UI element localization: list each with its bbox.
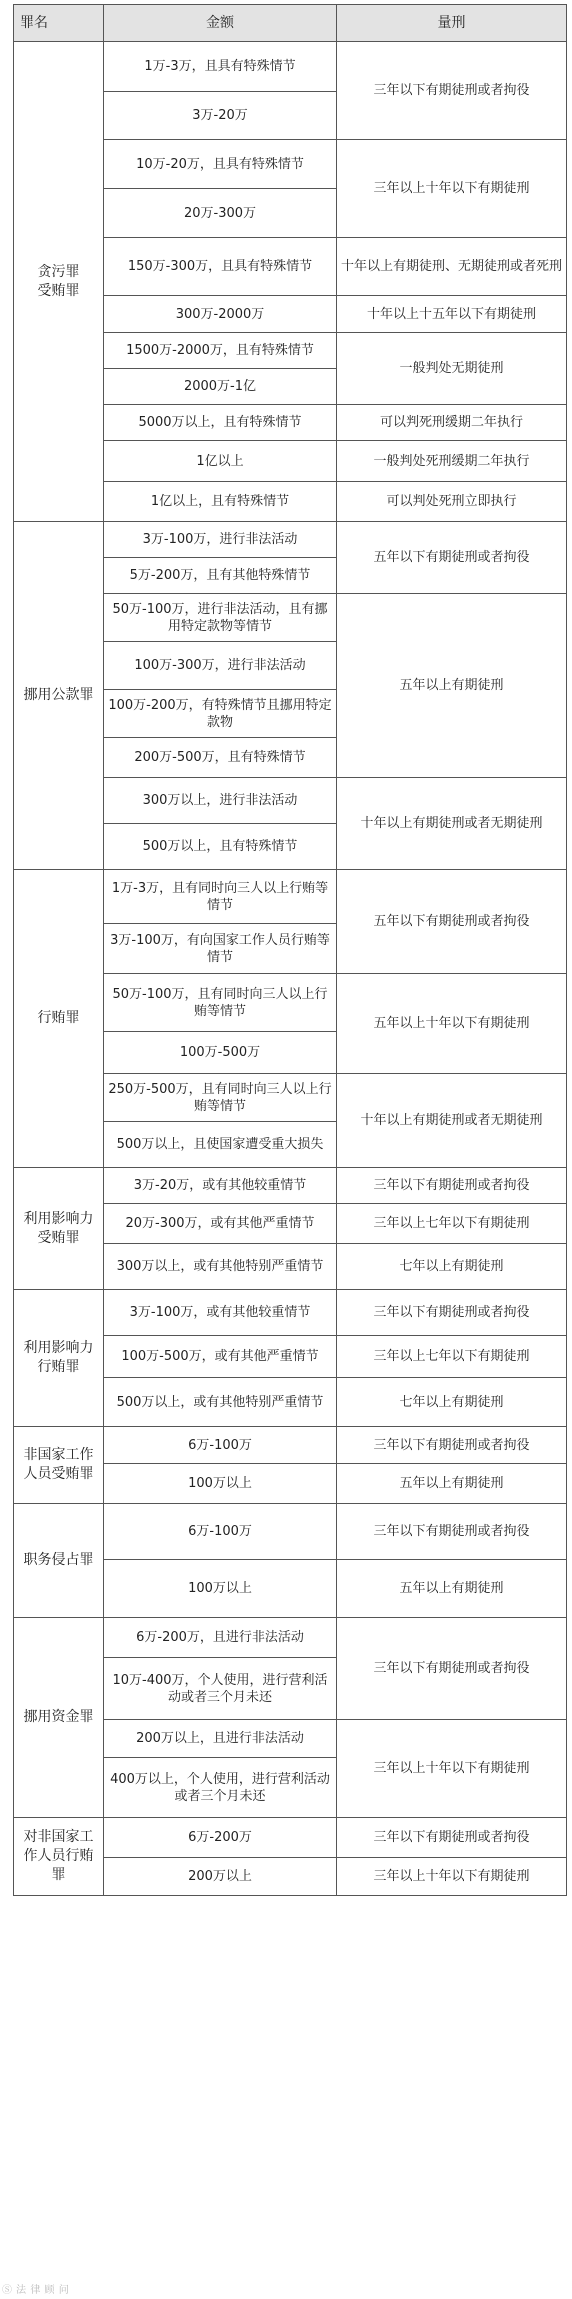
table-row — [14, 1427, 567, 1464]
penalty-cell: 三年以下有期徒刑或者拘役 — [337, 1504, 567, 1560]
amount-cell: 300万以上，进行非法活动 — [104, 778, 337, 824]
sentencing-table — [13, 4, 567, 1896]
amount-cell: 100万-500万，或有其他严重情节 — [104, 1336, 337, 1378]
crime-cell: 利用影响力受贿罪 — [14, 1168, 104, 1290]
amount-cell: 10万-20万，且具有特殊情节 — [104, 140, 337, 189]
amount-cell: 6万-200万 — [104, 1818, 337, 1858]
amount-cell: 20万-300万，或有其他严重情节 — [104, 1204, 337, 1244]
crime-cell: 贪污罪 受贿罪 — [14, 42, 104, 522]
penalty-cell: 一般判处无期徒刑 — [337, 333, 567, 405]
amount-cell: 10万-400万，个人使用，进行营利活动或者三个月未还 — [104, 1658, 337, 1720]
amount-cell: 400万以上，个人使用，进行营利活动或者三个月未还 — [104, 1758, 337, 1818]
table-row — [14, 1618, 567, 1658]
amount-cell: 3万-100万，进行非法活动 — [104, 522, 337, 558]
amount-cell: 100万以上 — [104, 1464, 337, 1504]
penalty-cell: 五年以下有期徒刑或者拘役 — [337, 522, 567, 594]
amount-cell: 50万-100万，进行非法活动，且有挪用特定款物等情节 — [104, 594, 337, 642]
amount-cell: 300万-2000万 — [104, 296, 337, 333]
penalty-cell: 七年以上有期徒刑 — [337, 1244, 567, 1290]
penalty-cell: 三年以下有期徒刑或者拘役 — [337, 1168, 567, 1204]
amount-cell: 250万-500万，且有同时向三人以上行贿等情节 — [104, 1074, 337, 1122]
amount-cell: 5万-200万，且有其他特殊情节 — [104, 558, 337, 594]
amount-cell: 500万以上，且有特殊情节 — [104, 824, 337, 870]
amount-cell: 100万-300万，进行非法活动 — [104, 642, 337, 690]
amount-cell: 5000万以上，且有特殊情节 — [104, 405, 337, 441]
table-body — [14, 42, 567, 1896]
amount-cell: 1亿以上，且有特殊情节 — [104, 482, 337, 522]
amount-cell: 6万-100万 — [104, 1504, 337, 1560]
amount-cell: 100万-500万 — [104, 1032, 337, 1074]
penalty-cell: 十年以上有期徒刑、无期徒刑或者死刑 — [337, 238, 567, 296]
crime-cell: 挪用公款罪 — [14, 522, 104, 870]
amount-cell: 100万-200万，有特殊情节且挪用特定款物 — [104, 690, 337, 738]
penalty-cell: 三年以上七年以下有期徒刑 — [337, 1336, 567, 1378]
penalty-cell: 三年以上十年以下有期徒刑 — [337, 1858, 567, 1896]
penalty-cell: 三年以下有期徒刑或者拘役 — [337, 1818, 567, 1858]
amount-cell: 200万-500万，且有特殊情节 — [104, 738, 337, 778]
crime-cell: 对非国家工作人员行贿罪 — [14, 1818, 104, 1896]
penalty-cell: 十年以上有期徒刑或者无期徒刑 — [337, 1074, 567, 1168]
table-row — [14, 1290, 567, 1336]
penalty-cell: 五年以上十年以下有期徒刑 — [337, 974, 567, 1074]
table-row — [14, 1168, 567, 1204]
amount-cell: 3万-20万 — [104, 92, 337, 140]
table-row — [14, 522, 567, 558]
penalty-cell: 可以判死刑缓期二年执行 — [337, 405, 567, 441]
penalty-cell: 五年以上有期徒刑 — [337, 1560, 567, 1618]
amount-cell: 200万以上 — [104, 1858, 337, 1896]
table-row — [14, 870, 567, 924]
header-amount: 金额 — [104, 5, 337, 42]
crime-cell: 非国家工作人员受贿罪 — [14, 1427, 104, 1504]
amount-cell: 3万-100万，有向国家工作人员行贿等情节 — [104, 924, 337, 974]
penalty-cell: 十年以上有期徒刑或者无期徒刑 — [337, 778, 567, 870]
amount-cell: 150万-300万，且具有特殊情节 — [104, 238, 337, 296]
amount-cell: 6万-200万，且进行非法活动 — [104, 1618, 337, 1658]
crime-cell: 职务侵占罪 — [14, 1504, 104, 1618]
crime-cell: 行贿罪 — [14, 870, 104, 1168]
amount-cell: 1万-3万，且有同时向三人以上行贿等情节 — [104, 870, 337, 924]
crime-cell: 挪用资金罪 — [14, 1618, 104, 1818]
penalty-cell: 三年以下有期徒刑或者拘役 — [337, 42, 567, 140]
penalty-cell: 五年以上有期徒刑 — [337, 1464, 567, 1504]
amount-cell: 2000万-1亿 — [104, 369, 337, 405]
penalty-cell: 十年以上十五年以下有期徒刑 — [337, 296, 567, 333]
header-crime: 罪名 — [14, 5, 104, 42]
penalty-cell: 一般判处死刑缓期二年执行 — [337, 441, 567, 482]
amount-cell: 1500万-2000万，且有特殊情节 — [104, 333, 337, 369]
penalty-cell: 七年以上有期徒刑 — [337, 1378, 567, 1427]
penalty-cell: 五年以上有期徒刑 — [337, 594, 567, 778]
table-row — [14, 1818, 567, 1858]
table-header — [14, 5, 567, 42]
amount-cell: 300万以上，或有其他特别严重情节 — [104, 1244, 337, 1290]
crime-cell: 利用影响力行贿罪 — [14, 1290, 104, 1427]
amount-cell: 500万以上，且使国家遭受重大损失 — [104, 1122, 337, 1168]
amount-cell: 500万以上，或有其他特别严重情节 — [104, 1378, 337, 1427]
penalty-cell: 三年以上十年以下有期徒刑 — [337, 1720, 567, 1818]
header-penalty: 量刑 — [337, 5, 567, 42]
amount-cell: 200万以上，且进行非法活动 — [104, 1720, 337, 1758]
penalty-cell: 三年以上十年以下有期徒刑 — [337, 140, 567, 238]
header-row — [14, 5, 567, 42]
amount-cell: 3万-20万，或有其他较重情节 — [104, 1168, 337, 1204]
penalty-cell: 三年以上七年以下有期徒刑 — [337, 1204, 567, 1244]
amount-cell: 20万-300万 — [104, 189, 337, 238]
amount-cell: 100万以上 — [104, 1560, 337, 1618]
penalty-cell: 五年以下有期徒刑或者拘役 — [337, 870, 567, 974]
watermark: Ⓢ 法 律 顾 问 — [2, 2285, 70, 2296]
amount-cell: 1万-3万，且具有特殊情节 — [104, 42, 337, 92]
penalty-cell: 三年以下有期徒刑或者拘役 — [337, 1427, 567, 1464]
amount-cell: 50万-100万，且有同时向三人以上行贿等情节 — [104, 974, 337, 1032]
penalty-cell: 可以判处死刑立即执行 — [337, 482, 567, 522]
amount-cell: 6万-100万 — [104, 1427, 337, 1464]
penalty-cell: 三年以下有期徒刑或者拘役 — [337, 1618, 567, 1720]
amount-cell: 1亿以上 — [104, 441, 337, 482]
table-row — [14, 42, 567, 92]
table-row — [14, 1504, 567, 1560]
penalty-cell: 三年以下有期徒刑或者拘役 — [337, 1290, 567, 1336]
amount-cell: 3万-100万，或有其他较重情节 — [104, 1290, 337, 1336]
